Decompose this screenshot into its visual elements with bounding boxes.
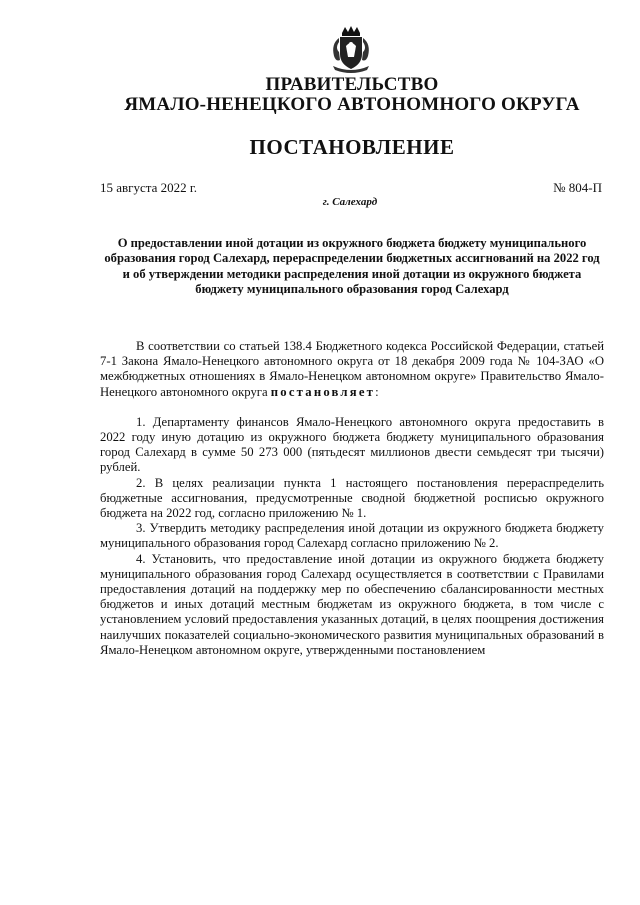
preamble-paragraph	[100, 339, 604, 400]
government-title: ПРАВИТЕЛЬСТВО	[265, 74, 439, 95]
document-type-heading: ПОСТАНОВЛЕНИЕ	[249, 135, 455, 159]
document-number: № 804-П	[553, 180, 602, 195]
coat-of-arms-emblem	[325, 24, 377, 74]
document-body	[100, 339, 604, 658]
clause-4: 4. Установить, что предоставление иной дотации из окружного бюджета бюджету муниципального образования город Салехард осуществляется в соответствии с Правилами предоставления дотаций на поддержку мер по обеспечению сбалансированности местных бюджетов и иных дотаций местным бюджетам из окружного бюджета, в том числе с установлением условий предоставления указанных дотаций, в целях поощрения достижения наилучших показателей социально-экономического развития муниципальных образований в Ямало-Ненецком автономном округе, утвержденными постановлением	[100, 551, 604, 657]
clause-2: 2. В целях реализации пункта 1 настоящего постановления перераспределить бюджетные ассигнования, предусмотренные сводной бюджетной росписью окружного бюджета на 2022 год, согласно приложению № 1.	[100, 475, 604, 521]
clause-3: 3. Утвердить методику распределения иной дотации из окружного бюджета бюджету муниципального образования город Салехард согласно приложению № 2.	[100, 521, 604, 551]
region-title: ЯМАЛО-НЕНЕЦКОГО АВТОНОМНОГО ОКРУГА	[124, 94, 580, 115]
preamble-tail: :	[375, 384, 379, 399]
preamble-verb: постановляет	[270, 384, 376, 399]
preamble-text: В соответствии со статьей 138.4 Бюджетного кодекса Российской Федерации, статьей 7-1 Закона Ямало-Ненецкого автономного округа от 18 декабря 2009 года № 104-ЗАО «О межбюджетных отношениях в Ямало-Ненецком автономном округе» Правительство Ямало-Ненецкого автономного округа	[100, 339, 604, 399]
document-subject: О предоставлении иной дотации из окружного бюджета бюджету муниципального образования город Салехард, перераспределении бюджетных ассигнований на 2022 год и об утверждении методики распределения иной дотации из окружного бюджета бюджету муниципального образования город Салехард	[104, 236, 600, 297]
document-date: 15 августа 2022 г.	[100, 180, 197, 195]
clause-1: 1. Департаменту финансов Ямало-Ненецкого автономного округа предоставить в 2022 году иную дотацию из окружного бюджета бюджету муниципального образования город Салехард в сумме 50 273 000 (пятьдесят миллионов двести семьдесят три тысячи) рублей.	[100, 414, 604, 475]
document-city: г. Салехард	[322, 196, 378, 208]
